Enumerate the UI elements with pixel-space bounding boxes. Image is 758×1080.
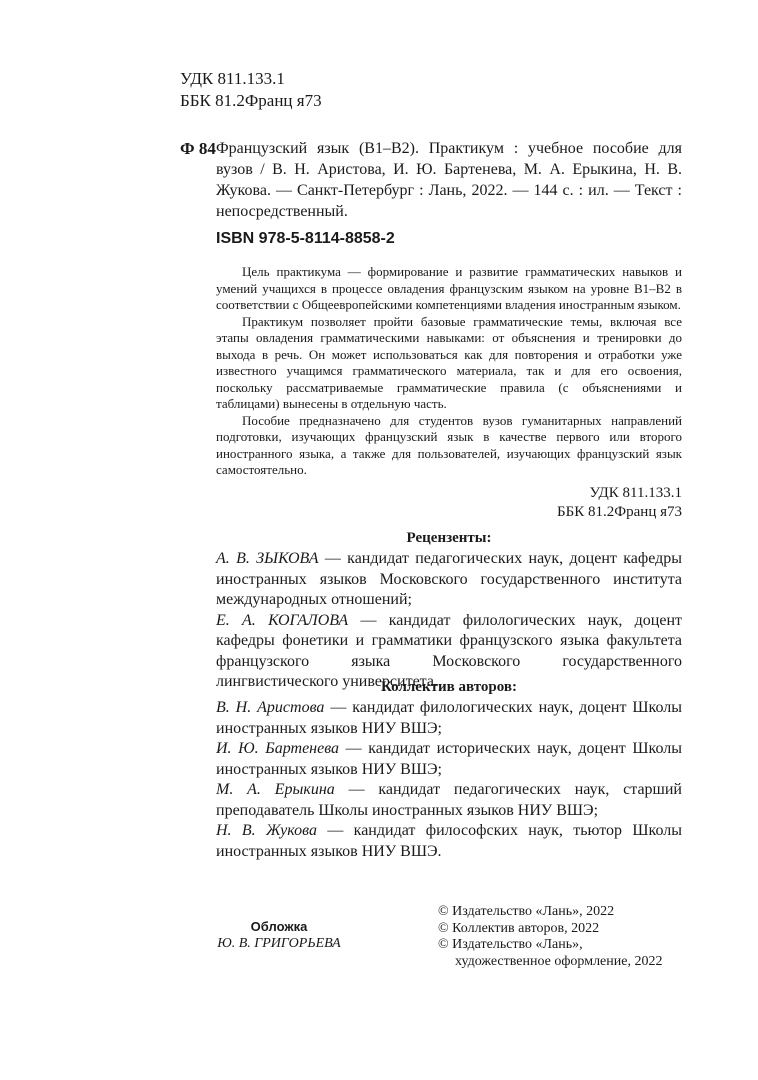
author-name: И. Ю. Бартенева — [216, 740, 340, 757]
author-entry — [216, 821, 682, 862]
reviewer-name: А. В. ЗЫКОВА — [216, 550, 319, 567]
copyright-line: © Коллектив авторов, 2022 — [438, 920, 600, 936]
isbn: ISBN 978-5-8114-8858-2 — [216, 230, 395, 247]
reviewer-entry — [216, 549, 682, 611]
cover-designer-name: Ю. В. ГРИГОРЬЕВА — [217, 936, 341, 951]
abstract-paragraph: Пособие предназначено для студентов вузов гуманитарных направлений подготовки, изучающих французский язык в качестве первого или второго иностранного языка, а также для пользователей, изучающих французский язык самостоятельно. — [216, 412, 682, 477]
classification-codes-right — [470, 484, 682, 522]
author-name: М. А. Ерыкина — [216, 781, 335, 798]
cover-credit — [216, 918, 342, 952]
reviewer-description: — кандидат филологических наук, доцент кафедры фонетики и грамматики французского языка факультета французского языка Московского государственного лингвистического университета. — [216, 611, 683, 690]
author-description: — кандидат философских наук, тьютор Школы иностранных языков НИУ ВШЭ. — [216, 822, 683, 860]
authors-heading: Коллектив авторов: — [381, 679, 517, 695]
cover-label: Обложка — [250, 919, 308, 934]
author-name: В. Н. Аристова — [216, 699, 325, 716]
author-entry — [216, 739, 682, 780]
reviewer-name: Е. А. КОГАЛОВА — [216, 611, 349, 629]
authors-section — [216, 677, 682, 862]
reviewers-section — [216, 528, 682, 693]
reviewers-heading: Рецензенты: — [406, 530, 492, 546]
author-description: — кандидат исторических наук, доцент Школы иностранных языков НИУ ВШЭ; — [216, 740, 682, 778]
author-name: Н. В. Жукова — [216, 822, 317, 839]
copyright-line: художественное оформление, 2022 — [455, 953, 663, 969]
abstract-paragraph: Практикум позволяет пройти базовые грамматические темы, включая все этапы овладения грамматическими навыками: от объяснения и тренировки до выхода в речь. Он может использоваться как для повторения и отработки уже известного учащимся грамматического материала, так и для его освоения, поскольку рассматриваемые грамматические правила (с объяснениями и таблицами) вынесены в отдельную часть. — [216, 313, 682, 411]
bibliographic-description: Французский язык (В1–В2). Практикум : учебное пособие для вузов / В. Н. Аристова, И. Ю. Бартенева, М. А. Ерыкина, Н. В. Жукова. — Санкт-Петербург : Лань, 2022. — 144 с. : ил. — Текст : непосредственный. — [216, 140, 682, 220]
author-description: — кандидат филологических наук, доцент Школы иностранных языков НИУ ВШЭ; — [216, 699, 683, 737]
abstract-paragraph: Цель практикума — формирование и развитие грамматических навыков и умений учащихся в процессе овладения французским языком на уровне В1–В2 в соответствии с Общеевропейскими компетенциями владения иностранным языком. — [216, 264, 682, 312]
author-entry — [216, 698, 682, 739]
copyright-line: © Издательство «Лань», 2022 — [438, 904, 615, 919]
reviewer-description: — кандидат педагогических наук, доцент кафедры иностранных языков Московского государственного института международных отношений; — [216, 550, 682, 608]
classification-codes-top — [180, 68, 322, 112]
udk-code: УДК 811.133.1 — [589, 485, 682, 501]
author-description: — кандидат педагогических наук, старший преподаватель Школы иностранных языков НИУ ВШЭ; — [216, 781, 682, 819]
udk-code: УДК 811.133.1 — [180, 69, 285, 88]
author-mark: Ф 84 — [180, 139, 216, 158]
abstract — [216, 264, 682, 479]
bbk-code: ББК 81.2Франц я73 — [557, 504, 682, 520]
copyright-notices — [438, 904, 682, 970]
copyright-line: © Издательство «Лань», — [438, 937, 583, 952]
author-entry — [216, 780, 682, 821]
bbk-code: ББК 81.2Франц я73 — [180, 91, 322, 110]
